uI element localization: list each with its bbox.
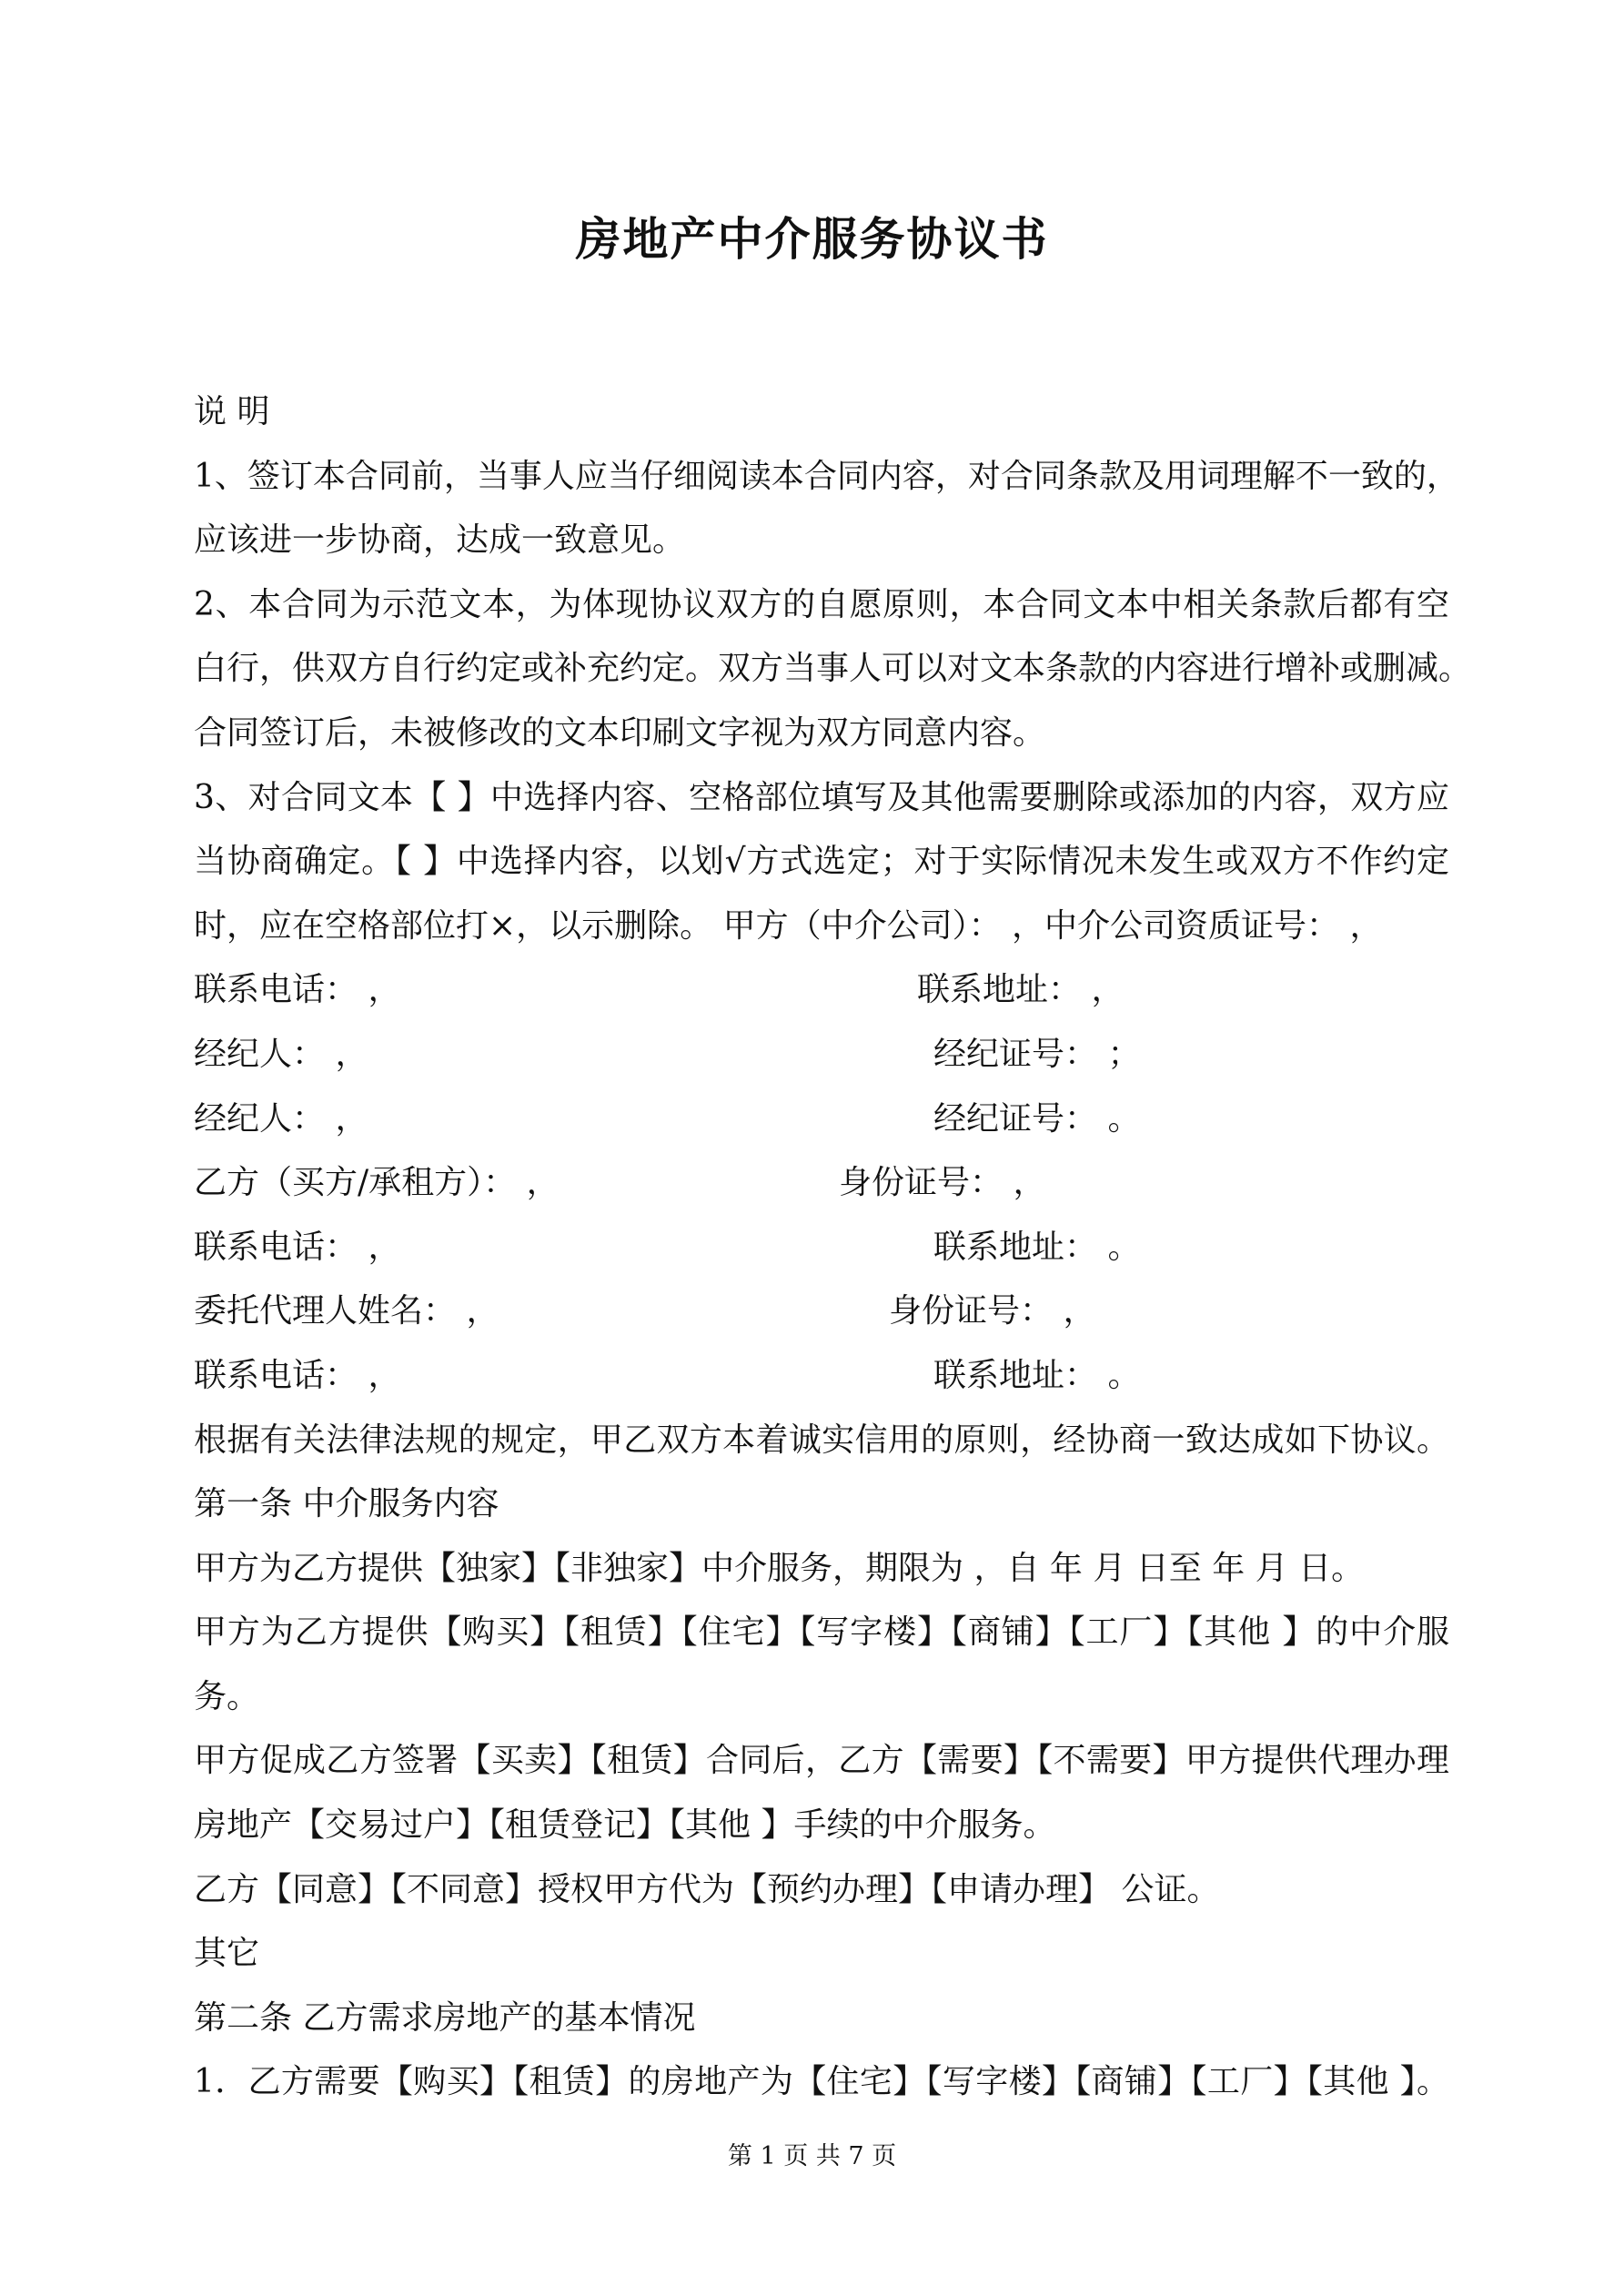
line-text: 应该进一步协商，达成一致意见。	[194, 521, 686, 560]
line-text: 联系电话： ，	[194, 1228, 401, 1266]
text-line	[194, 702, 1449, 766]
text-line	[194, 637, 1472, 702]
line-text: 甲方为乙方提供【独家】【非独家】中介服务，期限为 ，自 年 月 日至 年 月 日。	[194, 1549, 1365, 1587]
text-line	[194, 1216, 1449, 1280]
line-text-right: 身份证号： ，	[839, 1164, 1046, 1202]
line-text: 1．乙方需要【购买】【租赁】的房地产为【住宅】【写字楼】【商铺】【工厂】【其他 】。	[194, 2063, 1449, 2101]
text-line	[194, 573, 1449, 638]
line-text-right: 联系地址： ，	[917, 971, 1125, 1009]
line-text: 其它	[194, 1935, 260, 1973]
text-line	[194, 509, 1449, 573]
text-line	[194, 830, 1449, 895]
line-text: 乙方【同意】【不同意】授权甲方代为【预约办理】【申请办理】 公证。	[194, 1870, 1220, 1908]
text-line	[194, 1665, 1449, 1730]
text-line	[194, 1087, 1449, 1152]
line-text: 甲方促成乙方签署【买卖】【租赁】合同后，乙方【需要】【不需要】甲方提供代理办理	[194, 1742, 1449, 1780]
line-text: 2、本合同为示范文本，为体现协议双方的自愿原则，本合同文本中相关条款后都有空	[194, 585, 1449, 623]
line-text-right: 联系地址： 。	[933, 1356, 1141, 1394]
line-text: 联系电话： ，	[194, 1356, 401, 1394]
text-line	[194, 1987, 1449, 2051]
line-text: 时，应在空格部位打×，以示删除。 甲方（中介公司）： ，中介公司资质证号： ，	[194, 906, 1383, 945]
line-text-right: 联系地址： 。	[933, 1228, 1141, 1266]
text-line	[194, 958, 1449, 1023]
line-text: 经纪人： ，	[194, 1035, 368, 1073]
line-text: 1、签订本合同前，当事人应当仔细阅读本合同内容，对合同条款及用词理解不一致的，	[194, 457, 1459, 495]
line-text: 经纪人： ，	[194, 1099, 368, 1138]
line-text-right: 经纪证号： 。	[933, 1099, 1141, 1138]
text-line	[194, 1794, 1449, 1858]
text-line	[194, 1023, 1449, 1087]
line-text: 联系电话： ，	[194, 971, 401, 1009]
text-line	[194, 1537, 1449, 1602]
page-footer: 第 1 页 共 7 页	[727, 2142, 897, 2170]
document-title: 房地产中介服务协议书	[575, 212, 1049, 266]
line-text: 说 明	[194, 393, 270, 430]
line-text: 甲方为乙方提供【购买】【租赁】【住宅】【写字楼】【商铺】【工厂】【其他 】的中介服	[194, 1613, 1449, 1652]
line-text: 第二条 乙方需求房地产的基本情况	[194, 1998, 696, 2037]
line-text: 乙方（买方/承租方）： ，	[194, 1164, 560, 1202]
text-line	[194, 1344, 1449, 1409]
text-line	[194, 766, 1449, 831]
text-line	[194, 1151, 1449, 1216]
line-text-right: 经纪证号： ；	[933, 1035, 1141, 1073]
line-text: 委托代理人姓名： ，	[194, 1292, 499, 1330]
text-line	[194, 1472, 1449, 1537]
line-text: 合同签订后，未被修改的文本印刷文字视为双方同意内容。	[194, 713, 1046, 752]
line-text: 房地产【交易过户】【租赁登记】【其他 】手续的中介服务。	[194, 1806, 1056, 1845]
text-line	[194, 380, 1449, 445]
text-line	[194, 1279, 1449, 1344]
document-body	[194, 380, 1472, 2115]
text-line	[194, 1858, 1449, 1923]
text-line	[194, 1922, 1449, 1987]
line-text-right: 身份证号： ，	[889, 1292, 1096, 1330]
text-line	[194, 895, 1449, 959]
line-text: 3、对合同文本【 】中选择内容、空格部位填写及其他需要删除或添加的内容，双方应	[194, 778, 1449, 816]
text-line	[194, 2050, 1449, 2115]
text-line	[194, 1601, 1449, 1665]
text-line	[194, 445, 1459, 510]
line-text: 根据有关法律法规的规定，甲乙双方本着诚实信用的原则，经协商一致达成如下协议。	[194, 1421, 1449, 1459]
line-text: 第一条 中介服务内容	[194, 1485, 499, 1523]
text-line	[194, 1729, 1449, 1794]
line-text: 当协商确定。【 】中选择内容，以划√方式选定；对于实际情况未发生或双方不作约定	[194, 843, 1449, 881]
line-text: 白行，供双方自行约定或补充约定。双方当事人可以对文本条款的内容进行增补或删减。	[194, 650, 1472, 688]
text-line	[194, 1409, 1449, 1473]
line-text: 务。	[194, 1677, 260, 1715]
